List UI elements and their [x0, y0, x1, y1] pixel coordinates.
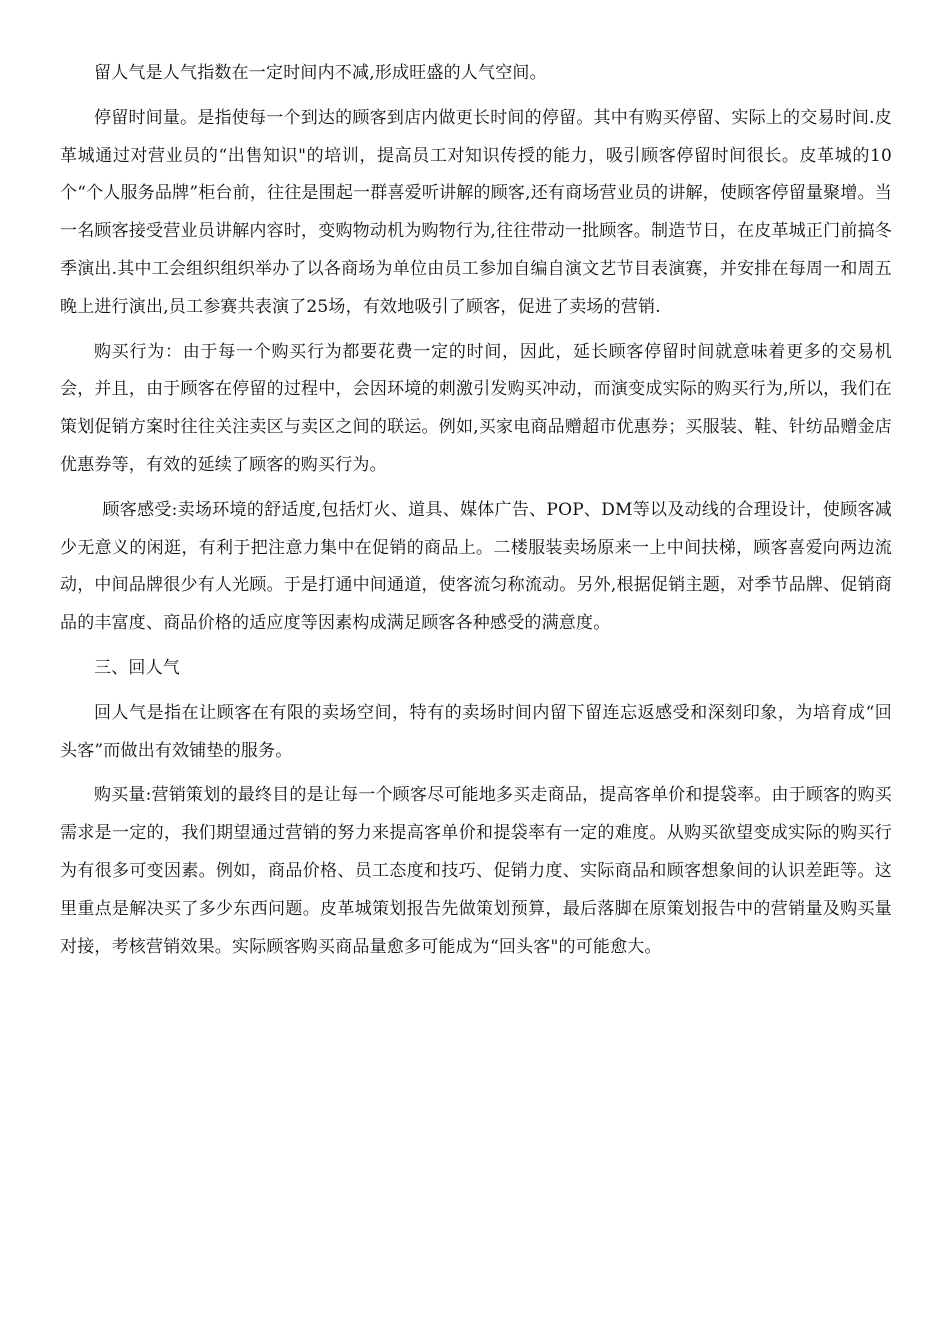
paragraph-purchase-quantity: 购买量:营销策划的最终目的是让每一个顾客尽可能地多买走商品，提高客单价和提袋率。由于顾客的购买需求是一定的，我们期望通过营销的努力来提高客单价和提袋率有一定的难度。从购买欲望变成实际的购买行为有很多可变因素。例如，商品价格、员工态度和技巧、促销力度、实际商品和顾客想象间的认识差距等。这里重点是解决买了多少东西问题。皮革城策划报告先做策划预算，最后落脚在原策划报告中的营销量及购买量对接，考核营销效果。实际顾客购买商品量愈多可能成为“回头客"的可能愈大。 — [60, 785, 892, 957]
paragraph-retain-popularity: 留人气是人气指数在一定时间内不减,形成旺盛的人气空间。 — [94, 63, 547, 83]
paragraph-return-popularity: 回人气是指在让顾客在有限的卖场空间，特有的卖场时间内留下留连忘返感受和深刻印象，为培育成“回头客”而做出有效铺垫的服务。 — [60, 702, 892, 761]
paragraph-customer-feeling: 顾客感受:卖场环境的舒适度,包括灯火、道具、媒体广告、POP、DM等以及动线的合理设计，使顾客减少无意义的闲逛，有利于把注意力集中在促销的商品上。二楼服装卖场原来一上中间扶梯，顾客喜爱向两边流动，中间品牌很少有人光顾。于是打通中间通道，使客流匀称流动。另外,根据促销主题，对季节品牌、促销商品的丰富度、商品价格的适应度等因素构成满足顾客各种感受的满意度。 — [60, 499, 892, 634]
section-heading-return-popularity: 三、回人气 — [94, 657, 180, 678]
paragraph-purchase-behavior: 购买行为：由于每一个购买行为都要花费一定的时间，因此，延长顾客停留时间就意味着更多的交易机会，并且，由于顾客在停留的过程中，会因环境的刺激引发购买冲动，而演变成实际的购买行为,所以，我们在策划促销方案时往往关注卖区与卖区之间的联运。例如,买家电商品赠超市优惠券；买服装、鞋、针纺品赠金店优惠券等，有效的延续了顾客的购买行为。 — [60, 341, 892, 475]
paragraph-stay-time: 停留时间量。是指使每一个到达的顾客到店内做更长时间的停留。其中有购买停留、实际上的交易时间.皮革城通过对营业员的“出售知识"的培训，提高员工对知识传授的能力，吸引顾客停留时间很长。皮革城的10个“个人服务品牌”柜台前，往往是围起一群喜爱听讲解的顾客,还有商场营业员的讲解，使顾客停留量聚增。当一名顾客接受营业员讲解内容时，变购物动机为购物行为,往往带动一批顾客。制造节日，在皮革城正门前搞冬季演出.其中工会组织组织举办了以各商场为单位由员工参加自编自演文艺节目表演赛，并安排在每周一和周五晚上进行演出,员工参赛共表演了25场，有效地吸引了顾客，促进了卖场的营销. — [60, 107, 892, 317]
